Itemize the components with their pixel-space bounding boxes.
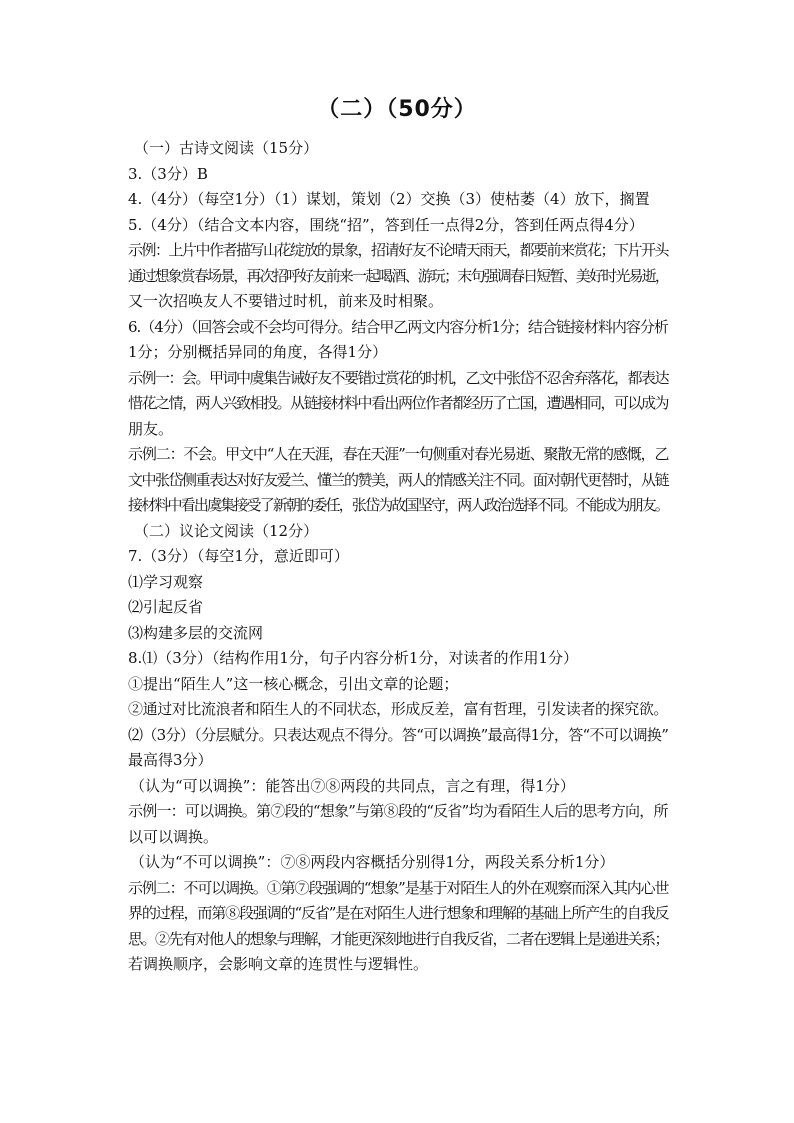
- answer-line: 8.⑴（3分）（结构作用1分，句子内容分析1分，对读者的作用1分）: [128, 649, 578, 667]
- answer-line: （认为“不可以调换”：⑦⑧两段内容概括分别得1分，两段关系分析1分）: [130, 853, 615, 871]
- answer-line: ⑶构建多层的交流网: [128, 623, 264, 642]
- answer-line: 以可以调换。: [128, 827, 219, 846]
- section-heading: （二）议论文阅读（12分）: [134, 521, 319, 540]
- answer-line: ⑵（3分）（分层赋分。只表达观点不得分。答“可以调换”最高得1分，答“不可以调换”: [128, 725, 669, 744]
- answer-line: 文中张岱侧重表达对好友爱兰、懂兰的赞美，两人的情感关注不同。面对朝代更替时，从链: [128, 470, 669, 489]
- answer-line: 惜花之情，两人兴致相投。从链接材料中看出两位作者都经历了亡国，遭遇相同，可以成为: [128, 394, 669, 412]
- answer-line: 若调换顺序，会影响文章的连贯性与逻辑性。: [128, 955, 429, 973]
- answer-line: 又一次招唤友人不要错过时机，前来及时相聚。: [128, 292, 444, 310]
- answer-line: 接材料中看出虞集接受了新朝的委任，张岱为故国坚守，两人政治选择不同。不能成为朋友。: [128, 496, 669, 514]
- answer-line: 通过想象赏春场景，再次招呼好友前来一起喝酒、游玩；末句强调春日短暂、美好时光易逝，: [128, 266, 669, 285]
- answer-line: 7.（3分）（每空1分，意近即可）: [128, 547, 349, 565]
- answer-line: 界的过程，而第⑧段强调的“反省”是在对陌生人进行想象和理解的基础上所产生的自我反: [128, 904, 669, 922]
- answer-line: 示例二：不会。甲文中“人在天涯，春在天涯”一句侧重对春光易逝、聚散无常的感慨，乙: [128, 445, 669, 463]
- answer-line: 示例：上片中作者描写山花绽放的景象，招请好友不论晴天雨天，都要前来赏花；下片开头: [128, 241, 669, 259]
- answer-line: 4.（4分）（每空1分）（1）谋划，策划（2）交换（3）使枯萎（4）放下，搁置: [128, 190, 650, 208]
- answer-line: 1分；分别概括异同的角度，各得1分）: [128, 343, 388, 361]
- answer-line: 最高得3分）: [128, 751, 213, 769]
- page-title: （二）（50分）: [317, 97, 477, 122]
- answer-line: ②通过对比流浪者和陌生人的不同状态，形成反差，富有哲理，引发读者的探究欲。: [128, 700, 669, 718]
- answer-line: 示例一：可以调换。第⑦段的“想象”与第⑧段的“反省”均为看陌生人后的思考方向，所: [128, 802, 668, 820]
- answer-line: ⑵引起反省: [128, 598, 204, 616]
- answer-line: 3.（3分）B: [128, 164, 208, 183]
- answer-line: ⑴学习观察: [128, 572, 204, 591]
- answer-line: ①提出“陌生人”这一核心概念，引出文章的论题；: [128, 674, 459, 693]
- answer-line: 示例二：不可以调换。①第⑦段强调的“想象”是基于对陌生人的外在观察而深入其内心世: [128, 878, 669, 897]
- answer-line: （认为“可以调换”：能答出⑦⑧两段的共同点，言之有理，得1分）: [130, 776, 575, 795]
- answer-line: 5.（4分）（结合文本内容，围绕“招”，答到任一点得2分，答到任两点得4分）: [128, 215, 644, 234]
- answer-line: 朋友。: [128, 419, 174, 438]
- answer-line: 6.（4分）（回答会或不会均可得分。结合甲乙两文内容分析1分；结合链接材料内容分析: [128, 317, 668, 336]
- answer-body: [128, 136, 668, 978]
- answer-line: 示例一：会。甲词中虞集告诫好友不要错过赏花的时机，乙文中张岱不忍舍弃落花，都表达: [128, 368, 669, 387]
- answer-line: 思。②先有对他人的想象与理解，才能更深刻地进行自我反省，二者在逻辑上是递进关系；: [128, 929, 669, 948]
- section-heading: （一）古诗文阅读（15分）: [134, 139, 319, 157]
